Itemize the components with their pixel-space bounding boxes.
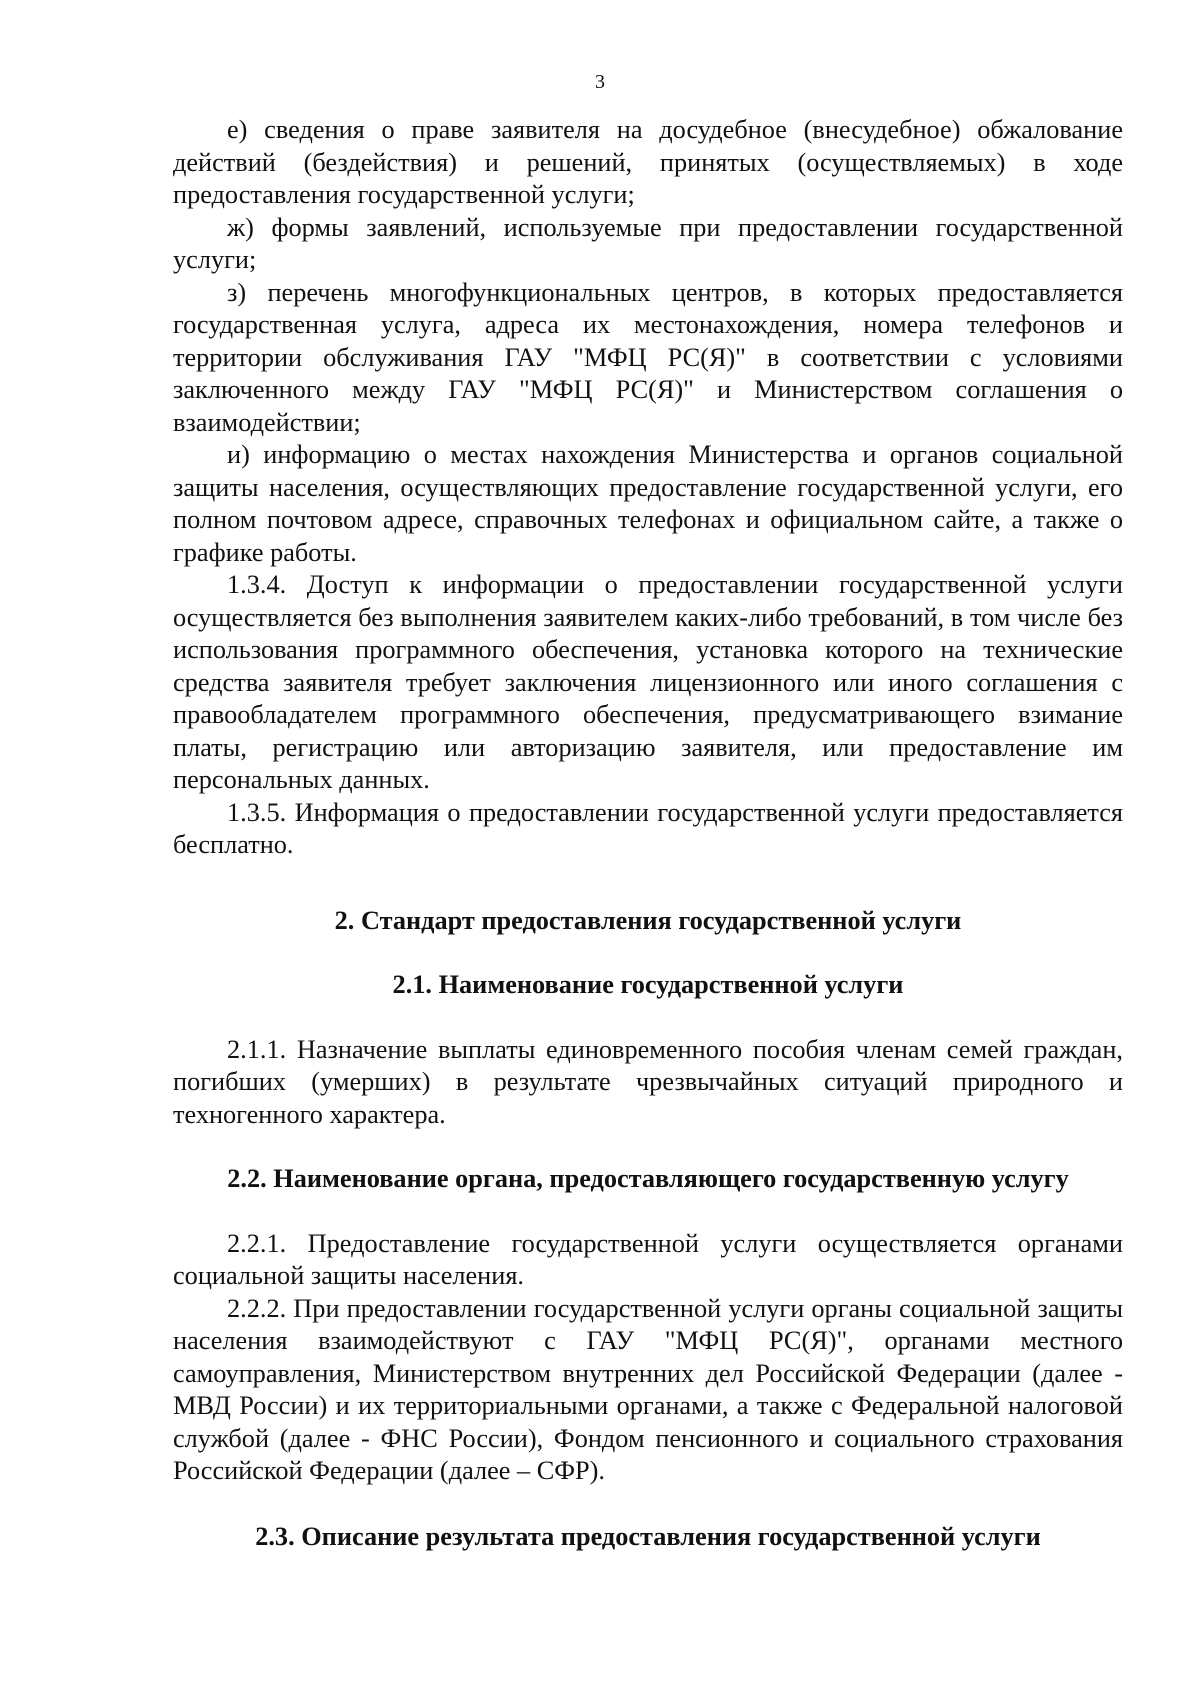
- paragraph-item-i: и) информацию о местах нахождения Министерства и органов социальной защиты населения, осуществляющих предоставление государственной услуги, его полном почтовом адресе, справочных телефонах и официальном сайте, а также о графике работы.: [173, 440, 1123, 567]
- section-2-1-heading: 2.1. Наименование государственной услуги: [392, 970, 904, 999]
- paragraph-2-2-1: 2.2.1. Предоставление государственной услуги осуществляется органами социальной защиты населения.: [173, 1228, 1123, 1290]
- paragraph-1-3-4: 1.3.4. Доступ к информации о предоставлении государственной услуги осуществляется без выполнения заявителем каких-либо требований, в том числе без использования программного обеспечения, установка которого на технические средства заявителя требует заключения лицензионного или иного соглашения с правообладателем программного обеспечения, предусматривающего взимание платы, регистрацию или авторизацию заявителя, или предоставление им персональных данных.: [173, 570, 1123, 794]
- document-body: [173, 114, 1123, 1553]
- section-2-3-heading: 2.3. Описание результата предоставления государственной услуги: [255, 1521, 1041, 1551]
- section-2-2-heading: 2.2. Наименование органа, предоставляющего государственную услугу: [227, 1164, 1069, 1193]
- section-2-heading: 2. Стандарт предоставления государственной услуги: [334, 905, 962, 935]
- paragraph-2-1-1: 2.1.1. Назначение выплаты единовременного пособия членам семей граждан, погибших (умерших) в результате чрезвычайных ситуаций природного и техногенного характера.: [173, 1034, 1123, 1129]
- page-number: 3: [595, 71, 605, 93]
- paragraph-item-zh: ж) формы заявлений, используемые при предоставлении государственной услуги;: [173, 212, 1123, 274]
- paragraph-item-e: е) сведения о праве заявителя на досудебное (внесудебное) обжалование действий (бездействия) и решений, принятых (осуществляемых) в ходе предоставления государственной услуги;: [173, 115, 1123, 209]
- paragraph-1-3-5: 1.3.5. Информация о предоставлении государственной услуги предоставляется бесплатно.: [173, 797, 1123, 859]
- paragraph-item-z: з) перечень многофункциональных центров, в которых предоставляется государственная услуга, адреса их местонахождения, номера телефонов и территории обслуживания ГАУ "МФЦ РС(Я)" в соответствии с условиями заключенного между ГАУ "МФЦ РС(Я)" и Министерством соглашения о взаимодействии;: [173, 277, 1123, 437]
- paragraph-2-2-2: 2.2.2. При предоставлении государственной услуги органы социальной защиты населения взаимодействуют с ГАУ "МФЦ РС(Я)", органами местного самоуправления, Министерством внутренних дел Российской Федерации (далее - МВД России) и их территориальными органами, а также с Федеральной налоговой службой (далее - ФНС России), Фондом пенсионного и социального страхования Российской Федерации (далее – СФР).: [173, 1293, 1123, 1485]
